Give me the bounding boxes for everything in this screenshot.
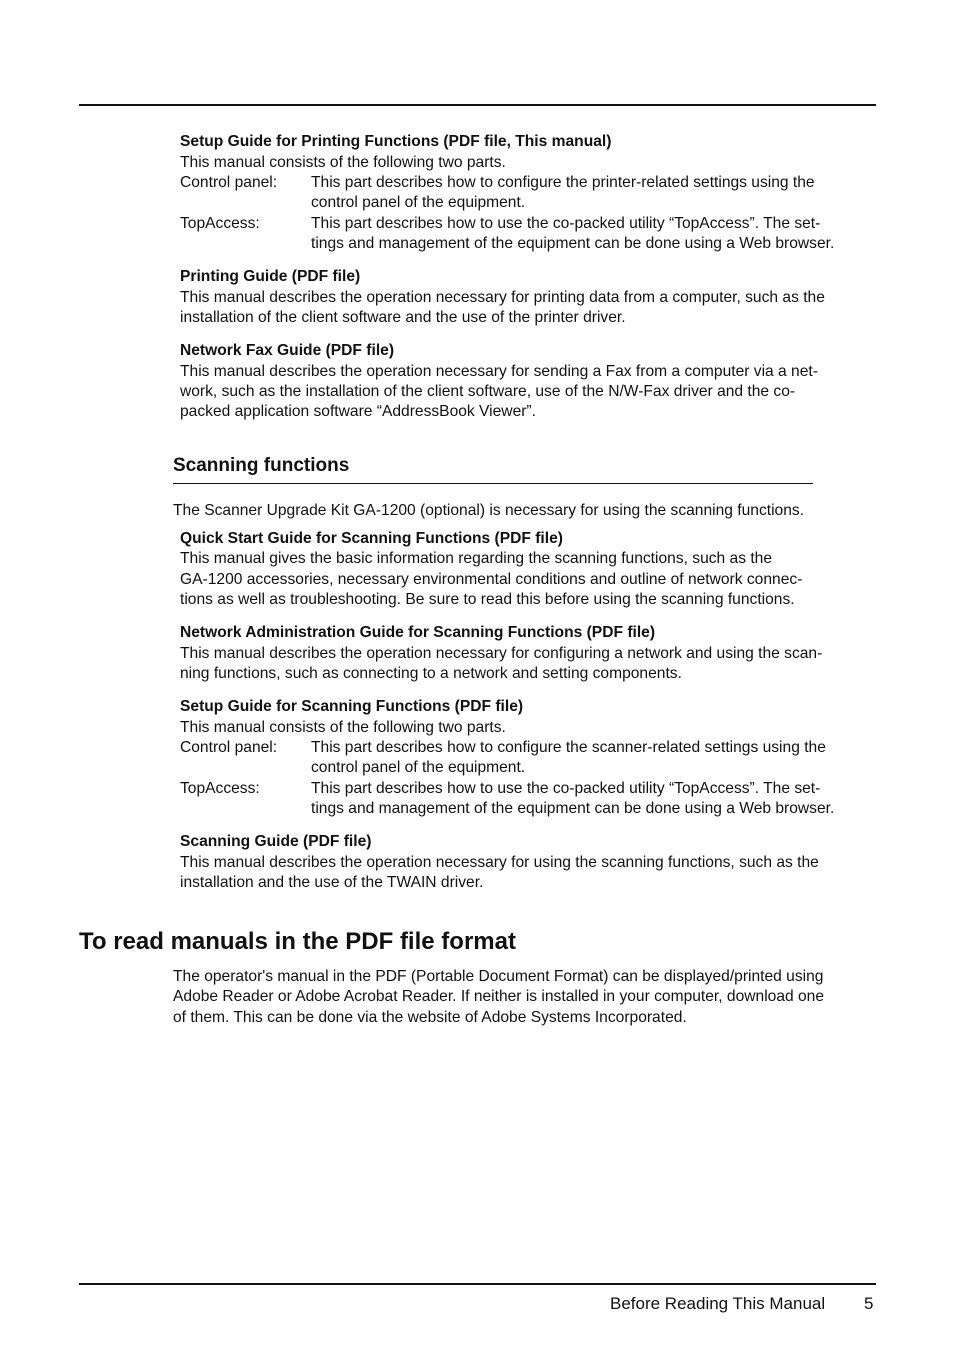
setup-scan-cp-line2: control panel of the equipment. <box>311 759 526 776</box>
setup-scan-ta-line2: tings and management of the equipment can be done using a Web browser. <box>311 800 835 817</box>
setup-scan-title: Setup Guide for Scanning Functions (PDF file) <box>180 698 524 715</box>
header-rule <box>79 104 876 106</box>
scanning-guide-line2: installation and the use of the TWAIN driver. <box>180 874 484 891</box>
quickstart-line3: tions as well as troubleshooting. Be sure to read this before using the scanning functions. <box>180 591 795 608</box>
setup-print-ta-label: TopAccess: <box>180 215 260 232</box>
printing-guide-line1: This manual describes the operation necessary for printing data from a computer, such as the <box>180 289 825 306</box>
setup-scan-ta-label: TopAccess: <box>180 780 260 797</box>
pdf-para-line1: The operator's manual in the PDF (Portable Document Format) can be displayed/printed using <box>173 968 824 985</box>
setup-scan-intro: This manual consists of the following two parts. <box>180 719 506 736</box>
netadmin-line2: ning functions, such as connecting to a network and setting components. <box>180 665 682 682</box>
netadmin-title: Network Administration Guide for Scanning Functions (PDF file) <box>180 624 656 641</box>
quickstart-line2: GA-1200 accessories, necessary environmental conditions and outline of network connec- <box>180 571 803 588</box>
netadmin-line1: This manual describes the operation necessary for configuring a network and using the scan- <box>180 645 823 662</box>
pdf-para-line2: Adobe Reader or Adobe Acrobat Reader. If neither is installed in your computer, download one <box>173 988 825 1005</box>
scanning-guide-title: Scanning Guide (PDF file) <box>180 833 372 850</box>
setup-print-cp-label: Control panel: <box>180 174 278 191</box>
setup-scan-cp-label: Control panel: <box>180 739 278 756</box>
printing-guide-line2: installation of the client software and the use of the printer driver. <box>180 309 626 326</box>
pdf-para-line3: of them. This can be done via the website of Adobe Systems Incorporated. <box>173 1009 687 1026</box>
scanning-functions-heading: Scanning functions <box>173 455 350 476</box>
quickstart-title: Quick Start Guide for Scanning Functions (PDF file) <box>180 530 563 547</box>
setup-print-title: Setup Guide for Printing Functions (PDF file, This manual) <box>180 133 612 150</box>
page-number: 5 <box>864 1294 874 1313</box>
scanning-heading-rule <box>173 483 813 484</box>
setup-print-ta-line2: tings and management of the equipment can be done using a Web browser. <box>311 235 835 252</box>
setup-print-cp-line1: This part describes how to configure the printer-related settings using the <box>311 174 815 191</box>
quickstart-line1: This manual gives the basic information regarding the scanning functions, such as the <box>180 550 773 567</box>
setup-scan-ta-line1: This part describes how to use the co-packed utility “TopAccess”. The set- <box>311 780 821 797</box>
netfax-title: Network Fax Guide (PDF file) <box>180 342 395 359</box>
scanning-guide-line1: This manual describes the operation necessary for using the scanning functions, such as the <box>180 854 819 871</box>
printing-guide-title: Printing Guide (PDF file) <box>180 268 361 285</box>
setup-print-intro: This manual consists of the following two parts. <box>180 154 506 171</box>
pdf-format-heading: To read manuals in the PDF file format <box>79 928 516 955</box>
netfax-line3: packed application software “AddressBook Viewer”. <box>180 403 536 420</box>
netfax-line2: work, such as the installation of the client software, use of the N/W-Fax driver and the co- <box>180 383 796 400</box>
setup-print-cp-line2: control panel of the equipment. <box>311 194 526 211</box>
footer-title: Before Reading This Manual <box>610 1294 826 1313</box>
setup-print-ta-line1: This part describes how to use the co-packed utility “TopAccess”. The set- <box>311 215 821 232</box>
scanning-intro: The Scanner Upgrade Kit GA-1200 (optional) is necessary for using the scanning functions. <box>173 502 805 519</box>
footer-rule <box>79 1283 876 1285</box>
netfax-line1: This manual describes the operation necessary for sending a Fax from a computer via a net- <box>180 363 818 380</box>
setup-scan-cp-line1: This part describes how to configure the scanner-related settings using the <box>311 739 826 756</box>
